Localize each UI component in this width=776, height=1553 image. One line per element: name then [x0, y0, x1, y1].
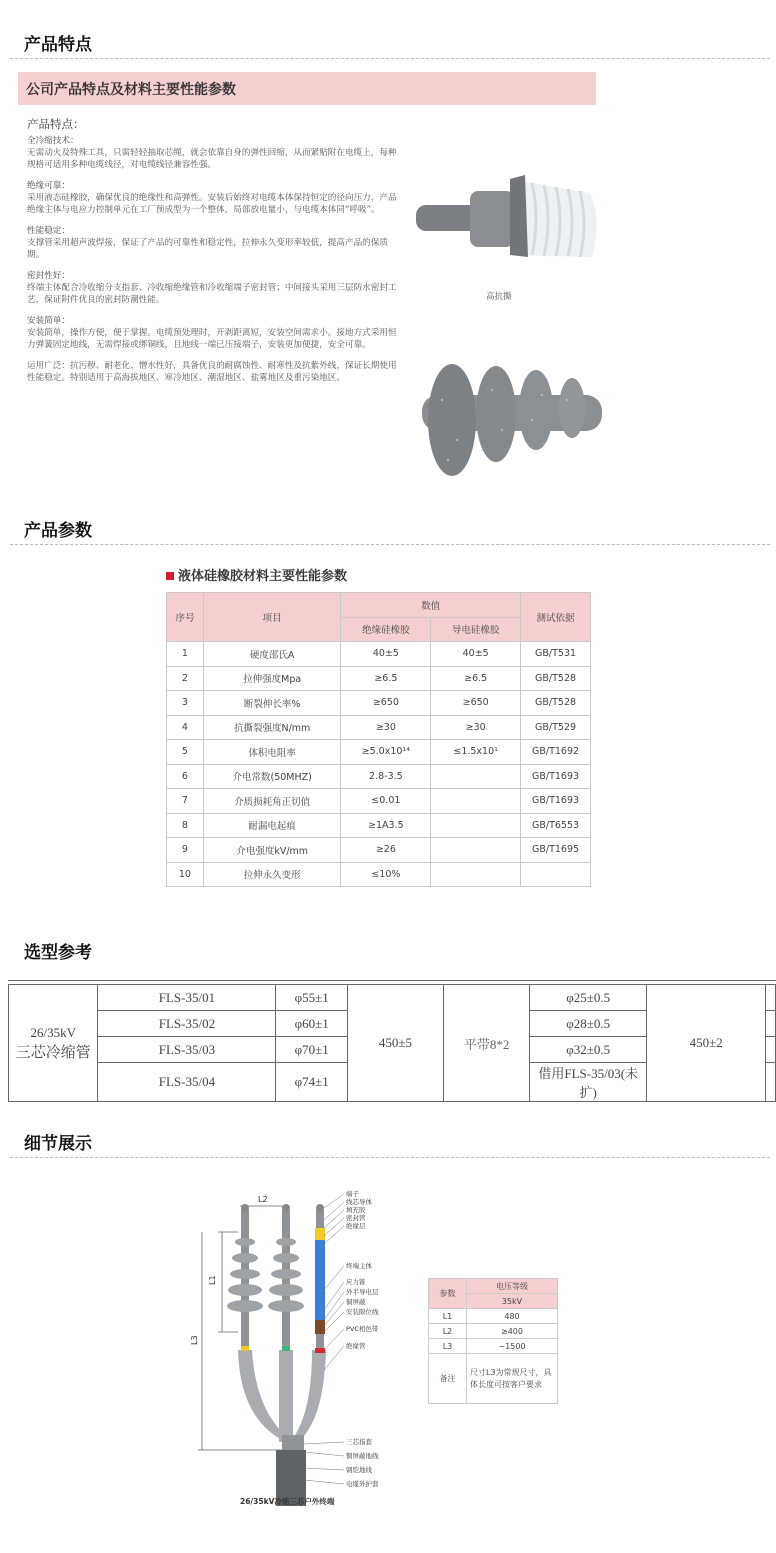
diagram-label: 外半导电层 [346, 1288, 379, 1296]
param-row [167, 715, 591, 740]
divider [10, 1157, 770, 1158]
param-cell-insul: ≥650 [341, 691, 431, 716]
param-cell-item: 介电强度kV/mm [203, 838, 341, 863]
param-cell-no: 2 [167, 666, 204, 691]
param-cell-cond: 40±5 [431, 642, 521, 667]
diagram-label: 安装限位线 [346, 1308, 379, 1316]
diagram-label: 三芯指套 [346, 1438, 372, 1446]
spec-header: 参数 [429, 1279, 467, 1309]
divider [8, 980, 776, 981]
param-cell-insul: 2.8-3.5 [341, 764, 431, 789]
diagram-label: 铜屏蔽 [346, 1298, 366, 1306]
feature-paragraph: 安装简单： 安装简单，操作方便，便于掌握。电缆预处理时，开剥距离短，安装空间需求小。接地方式采用恒力弹簧固定地线，无需焊接或绑铜线，且地线一端已压接端子，安装更加便捷，安全可靠。 [27, 316, 397, 350]
feature-paragraph: 全冷缩技术： 无需动火及特殊工具，只需轻轻抽取芯绳，就会依靠自身的弹性回缩，从而紧贴附在电缆上，每种规格可适用多种电缆线径，对电缆线径兼容性强。 [27, 136, 397, 170]
param-cell-no: 8 [167, 813, 204, 838]
param-row [167, 813, 591, 838]
param-cell-std: GB/T531 [521, 642, 591, 667]
belt-cell: 平带8*2 [444, 985, 530, 1102]
diagram-label: 铜屏蔽地线 [346, 1452, 379, 1460]
section-title: 产品参数 [24, 521, 92, 541]
model-cell: FLS-35/02 [98, 1011, 276, 1037]
inner-cell: 借用FLS-35/03(未扩) [530, 1063, 647, 1102]
param-cell-cond: ≥30 [431, 715, 521, 740]
spec-key: L3 [429, 1339, 467, 1354]
param-cell-cond [431, 789, 521, 814]
param-cell-cond [431, 813, 521, 838]
model-cell: FLS-35/04 [98, 1063, 276, 1102]
diagram-label: 终端主体 [346, 1262, 372, 1270]
inner-cell: φ28±0.5 [530, 1011, 647, 1037]
feature-paragraph: 运用广泛：抗污秽、耐老化、憎水性好，具备优良的耐腐蚀性、耐寒性及抗紫外线，保证长期使用性能稳定。特别适用于高海拔地区、寒冷地区、潮湿地区、盐雾地区及重污染地区。 [27, 361, 397, 383]
dia-cell: φ55±1 [276, 985, 348, 1011]
param-cell-cond: ≥6.5 [431, 666, 521, 691]
diagram-label: 绝缘层 [346, 1222, 366, 1230]
features-text [27, 118, 399, 393]
dia-cell: φ60±1 [276, 1011, 348, 1037]
param-cell-no: 10 [167, 862, 204, 887]
spec-table [428, 1278, 558, 1404]
param-cell-no: 7 [167, 789, 204, 814]
param-cell-std: GB/T529 [521, 715, 591, 740]
spec-key: 备注 [429, 1354, 467, 1404]
spec-header: 电压等级 [467, 1279, 558, 1294]
param-cell-cond: ≥650 [431, 691, 521, 716]
param-row [167, 740, 591, 765]
feature-paragraph: 绝缘可靠： 采用液态硅橡胶，确保优良的绝缘性和高弹性。安装后始终对电缆本体保持恒定的径向压力，产品绝缘主体与电应力控制单元在工厂预成型为一个整体，局部放电量小，与电缆本体同“呼吸”。 [27, 181, 397, 215]
param-cell-cond: ≤1.5x10¹ [431, 740, 521, 765]
param-cell-std: GB/T1695 [521, 838, 591, 863]
diagram-caption: 26/35kV冷缩三芯户外终端 [240, 1497, 335, 1506]
header-cell: 序号 [167, 593, 204, 642]
section-header-details [0, 1125, 776, 1155]
length2-cell: 450±2 [647, 985, 766, 1102]
param-cell-no: 9 [167, 838, 204, 863]
param-row [167, 691, 591, 716]
param-cell-item: 拉伸永久变形 [203, 862, 341, 887]
model-cell: FLS-35/03 [98, 1037, 276, 1063]
section-header-selection [0, 934, 776, 964]
param-cell-cond [431, 838, 521, 863]
dim-l2: L2 [258, 1195, 268, 1204]
param-cell-std: GB/T1692 [521, 740, 591, 765]
param-cell-insul: 40±5 [341, 642, 431, 667]
dim-l3: L3 [190, 1335, 199, 1345]
spec-key: L1 [429, 1309, 467, 1324]
dia-cell: φ70±1 [276, 1037, 348, 1063]
cold-shrink-tube-image [410, 165, 610, 280]
param-cell-no: 3 [167, 691, 204, 716]
feature-paragraph: 密封性好： 终端主体配合冷收缩分支指套、冷收缩绝缘管和冷收缩端子密封管；中间接头采用三层防水密封工艺，保证附件优良的密封防潮性能。 [27, 271, 397, 305]
image-caption: 高抗撕 [486, 292, 512, 302]
params-table [166, 592, 591, 887]
header-cell: 测试依据 [521, 593, 591, 642]
param-cell-item: 耐漏电起痕 [203, 813, 341, 838]
param-cell-item: 拉伸强度Mpa [203, 666, 341, 691]
param-cell-std: GB/T528 [521, 691, 591, 716]
terminal-diagram [190, 1180, 450, 1510]
spec-value: 480 [467, 1309, 558, 1324]
selection-table-crop [0, 976, 776, 1102]
param-cell-insul: ≥30 [341, 715, 431, 740]
param-cell-no: 4 [167, 715, 204, 740]
header-cell: 绝缘硅橡胶 [341, 617, 431, 642]
diagram-label: 钢铠地线 [346, 1466, 372, 1474]
param-cell-insul: ≥26 [341, 838, 431, 863]
header-cell: 项目 [203, 593, 341, 642]
param-cell-cond [431, 764, 521, 789]
inner-cell: φ32±0.5 [530, 1037, 647, 1063]
param-cell-no: 6 [167, 764, 204, 789]
param-row [167, 666, 591, 691]
spec-key: L2 [429, 1324, 467, 1339]
param-row [167, 862, 591, 887]
param-cell-std: GB/T528 [521, 666, 591, 691]
param-cell-item: 抗撕裂强度N/mm [203, 715, 341, 740]
param-cell-insul: ≥6.5 [341, 666, 431, 691]
param-row [167, 838, 591, 863]
features-banner [18, 72, 596, 105]
divider [10, 58, 770, 59]
diagram-label: 电缆外护套 [346, 1480, 379, 1488]
header-cell: 数值 [341, 593, 521, 618]
param-cell-item: 体积电阻率 [203, 740, 341, 765]
section-title: 产品特点 [24, 35, 92, 55]
terminal-shed-image [412, 350, 607, 480]
param-row [167, 642, 591, 667]
diagram-label: PVC相色带 [346, 1325, 379, 1333]
diagram-label: 绝缘管 [346, 1342, 366, 1350]
section-header-features [0, 26, 776, 56]
param-cell-no: 5 [167, 740, 204, 765]
diagram-label: 填充胶 [346, 1206, 366, 1214]
param-cell-item: 介质损耗角正切值 [203, 789, 341, 814]
param-cell-insul: ≤10% [341, 862, 431, 887]
divider [10, 544, 770, 545]
param-cell-insul: ≥5.0x10¹⁴ [341, 740, 431, 765]
param-cell-item: 介电常数(50MHZ) [203, 764, 341, 789]
param-row [167, 764, 591, 789]
param-cell-std: GB/T1693 [521, 789, 591, 814]
header-cell: 导电硅橡胶 [431, 617, 521, 642]
feature-paragraph: 性能稳定： 支撑管采用超声波焊接，保证了产品的可靠性和稳定性，拉伸永久变形率较低，提高产品的保质期。 [27, 226, 388, 260]
model-cell: FLS-35/01 [98, 985, 276, 1011]
diagram-label: 密封管 [346, 1214, 366, 1222]
param-cell-no: 1 [167, 642, 204, 667]
param-row [167, 789, 591, 814]
diagram-label: 线芯导体 [346, 1198, 372, 1206]
inner-cell: φ25±0.5 [530, 985, 647, 1011]
params-title: 液体硅橡胶材料主要性能参数 [166, 565, 347, 584]
group-cell: 26/35kV 三芯冷缩管 [9, 985, 98, 1102]
banner-title: 公司产品特点及材料主要性能参数 [26, 82, 236, 98]
param-cell-item: 硬度邵氏A [203, 642, 341, 667]
param-cell-insul: ≤0.01 [341, 789, 431, 814]
param-cell-insul: ≥1A3.5 [341, 813, 431, 838]
spec-header: 35kV [467, 1294, 558, 1309]
spec-value: ≥400 [467, 1324, 558, 1339]
dia-cell: φ74±1 [276, 1063, 348, 1102]
diagram-label: 端子 [346, 1190, 359, 1198]
param-cell-cond [431, 862, 521, 887]
dim-l1: L1 [208, 1275, 217, 1285]
red-square-icon [166, 572, 174, 580]
section-header-params [0, 512, 776, 542]
length-cell: 450±5 [347, 985, 443, 1102]
spec-note: 尺寸L3为常规尺寸，具体长度可按客户要求 [467, 1354, 558, 1404]
param-cell-std: GB/T6553 [521, 813, 591, 838]
selection-table [8, 984, 776, 1102]
features-heading: 产品特点： [27, 117, 85, 131]
param-cell-item: 断裂伸长率% [203, 691, 341, 716]
param-cell-std [521, 862, 591, 887]
spec-value: ~1500 [467, 1339, 558, 1354]
param-cell-std: GB/T1693 [521, 764, 591, 789]
diagram-label: 应力锥 [346, 1278, 366, 1286]
section-title: 细节展示 [24, 1134, 92, 1154]
section-title: 选型参考 [24, 943, 92, 963]
